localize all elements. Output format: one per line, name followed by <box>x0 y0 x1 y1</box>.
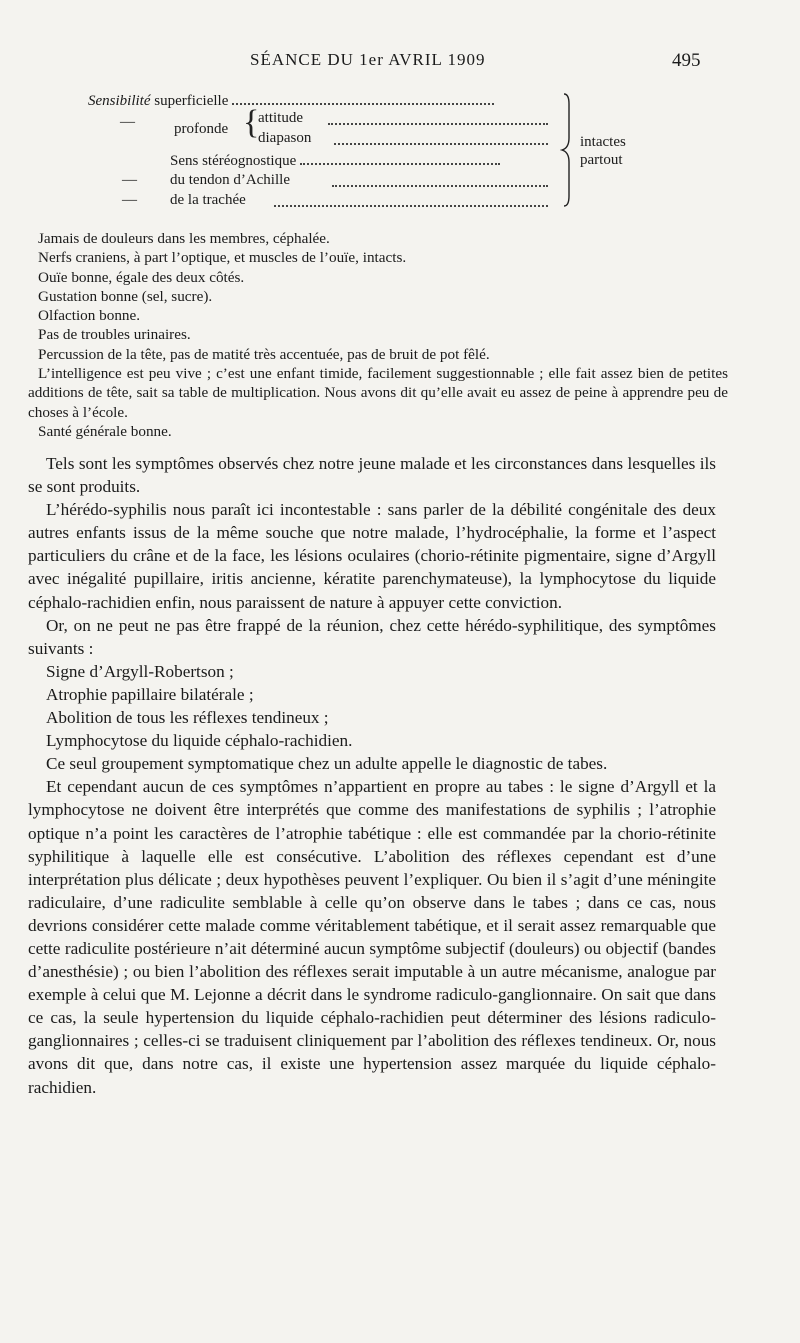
note-line: Olfaction bonne. <box>38 307 141 325</box>
sens-sub-diapason: diapason <box>258 130 312 146</box>
note-line: Gustation bonne (sel, sucre). <box>38 287 213 305</box>
sens-label: Sens stéréognostique <box>170 153 297 169</box>
result-intactes: intactes <box>580 134 626 150</box>
ditto-dash: — <box>122 172 137 188</box>
page-number: 495 <box>672 50 701 71</box>
note-paragraph: L’intelligence est peu vive ; c’est une enfant timide, facilement suggestionnable ; elle fait assez bien de petites additions de tête, sait sa table de multiplication. Nous avons dit qu’elle avait eu assez de peine à apprendre peu de choses à l’école. <box>28 365 728 421</box>
sens-label: de la trachée <box>170 192 246 208</box>
sens-row-superficial <box>88 92 494 111</box>
big-brace-icon <box>560 92 574 208</box>
paragraph: Et cependant aucun de ces symptômes n’appartient en propre au tabes : le signe d’Argyll et la lymphocytose ne doivent être interprétés que comme des manifestations de syphilis ; l’atrophie optique n’a point les caractères de l’atrophie tabétique : elle est commandée par la chorio-rétinite syphilitique à laquelle elle est consécutive. L’abolition des réflexes cependant est d’une interprétation plus délicate ; deux hypothèses peuvent l’expliquer. Ou bien il s’agit d’une méningite radiculaire, d’une radiculite semblable à celle qu’on observe dans le tabes ; dans ce cas, nous devrions considérer cette malade comme véritablement tabétique, et il serait assez remarquable que cette radiculite postérieure n’ait déterminé aucun symptôme subjectif (douleurs) ou objectif (bandes d’anesthésie) ; ou bien l’abolition des réflexes serait imputable à un autre mécanisme, analogue par exemple à celui que M. Lejonne a décrit dans le syndrome radiculo-ganglionnaire. On sait que dans ce cas, la seule hypertension du liquide céphalo-rachidien peut déterminer des lésions radiculo-ganglionnaires ; celles-ci se traduisent cliniquement par l’abolition des réflexes tendineux. Or, nous avons dit que, dans notre cas, il existe une hypertension assez marquée du liquide céphalo-rachidien. <box>28 777 716 1097</box>
paragraph: Or, on ne peut ne pas être frappé de la réunion, chez cette hérédo-syphilitique, des symptômes suivants : <box>28 615 716 658</box>
sensibility-table <box>88 92 748 210</box>
sub-brace-icon: { <box>243 104 260 141</box>
clinical-notes <box>28 229 728 441</box>
result-partout: partout <box>580 152 623 168</box>
note-line: Pas de troubles urinaires. <box>38 326 191 344</box>
list-item: Atrophie papillaire bilatérale ; <box>46 684 254 704</box>
header-title: SÉANCE DU 1er AVRIL 1909 <box>250 50 486 69</box>
sens-label: superficielle <box>150 93 229 109</box>
main-text <box>28 452 716 1099</box>
dot-leader <box>328 112 548 125</box>
symptom-list <box>28 660 716 752</box>
note-line: Ouïe bonne, égale des deux côtés. <box>38 268 245 286</box>
dot-leader <box>300 152 500 165</box>
sens-label-italic: Sensibilité <box>88 93 151 109</box>
sens-row-stereognostic <box>170 152 500 171</box>
running-header <box>0 50 800 74</box>
list-item: Abolition de tous les réflexes tendineux ; <box>46 708 329 728</box>
note-line: Percussion de la tête, pas de matité très accentuée, pas de bruit de pot fêlé. <box>38 345 490 363</box>
ditto-dash: — <box>120 114 135 130</box>
dot-leader <box>332 174 548 187</box>
sens-label: profonde <box>174 121 229 137</box>
note-line: Santé générale bonne. <box>38 422 172 440</box>
ditto-dash: — <box>122 192 137 208</box>
note-line: Nerfs craniens, à part l’optique, et muscles de l’ouïe, intacts. <box>38 249 407 267</box>
note-line: Jamais de douleurs dans les membres, céphalée. <box>38 230 330 247</box>
list-item: Lymphocytose du liquide céphalo-rachidien. <box>46 731 353 751</box>
paragraph: Ce seul groupement symptomatique chez un adulte appelle le diagnostic de tabes. <box>46 754 608 774</box>
dot-leader <box>274 194 548 207</box>
dot-leader <box>232 92 494 105</box>
paragraph: Tels sont les symptômes observés chez notre jeune malade et les circonstances dans lesquelles ils se sont produits. <box>28 454 716 497</box>
paragraph: L’hérédo-syphilis nous paraît ici incontestable : sans parler de la débilité congénitale des deux autres enfants issus de la même souche que notre malade, l’hydrocéphalie, la forme et l’aspect particuliers du crâne et de la face, les lésions oculaires (chorio-rétinite pigmentaire, signe d’Argyll avec inégalité pupillaire, iritis ancienne, kératite parenchymateuse), la lymphocytose du liquide céphalo-rachidien enfin, nous paraissent de nature à appuyer cette conviction. <box>28 500 716 612</box>
sens-label: du tendon d’Achille <box>170 172 290 188</box>
dot-leader <box>334 132 548 145</box>
sens-sub-attitude: attitude <box>258 110 303 126</box>
list-item: Signe d’Argyll-Robertson ; <box>46 661 234 681</box>
